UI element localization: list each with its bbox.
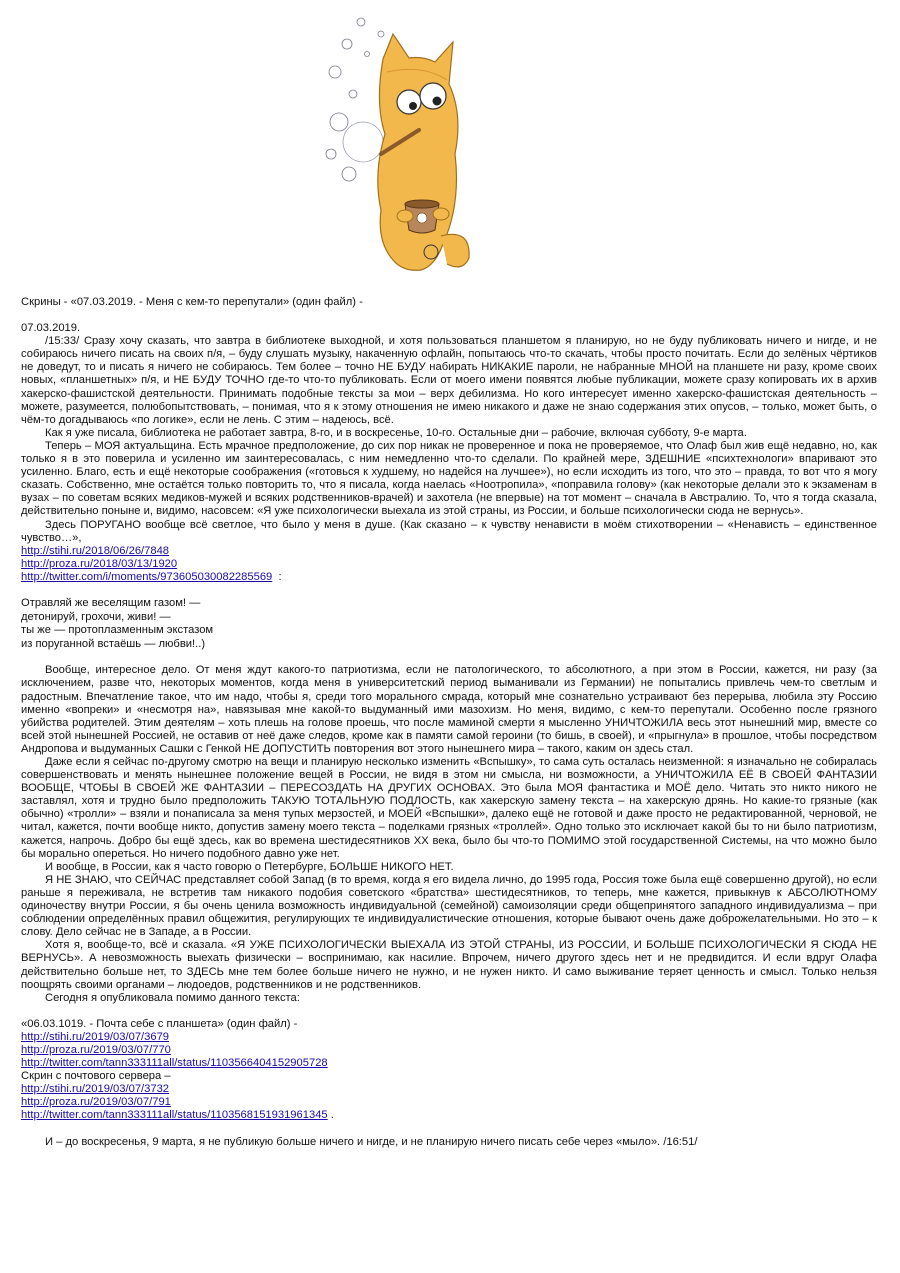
poem-line: ты же — протоплазменным экстазом: [21, 624, 214, 637]
paragraph: Я НЕ ЗНАЮ, что СЕЙЧАС представляет собой Запад (в то время, когда я его видела лично, до 1995 года, Россия тоже была ещё совершенно другой), но если раньше я переживала, не встретив там никакого подобия советского «братства» шестидесятников, то теперь, мне кажется, привыкнув к АБСОЛЮТНОМУ одиночеству внутри России, я бы очень ценила возможность индивидуальной (семейной) самоизоляции среди общепринятого западного индивидуализма – при соблюдении определённых правил общежития, регулирующих те индивидуалистические отношения, которые бывают очень даже доброжелательными. Но это – к слову. Дело сейчас не в Западе, а в России.: [21, 873, 877, 939]
document-header: Скрины - «07.03.2019. - Меня с кем-то перепутали» (один файл) -: [21, 296, 363, 308]
link-twitter[interactable]: http://twitter.com/tann333111all/status/1103568151931961345: [21, 1109, 328, 1122]
entry-date: 07.03.2019.: [21, 322, 81, 335]
paragraph: Даже если я сейчас по-другому смотрю на вещи и планирую несколько изменить «Вспышку», то сама суть осталась неизменной: я изначально не собиралась совершенствовать и менять нынешнее положение вещей в России, не видя в этом ни смысла, ни возможности, а УНИЧТОЖИЛА ЕЁ В СВОЕЙ ФАНТАЗИИ ВООБЩЕ, ЧТОБЫ В СВОЕЙ ЖЕ ФАНТАЗИИ – ПЕРЕСОЗДАТЬ НА ДРУГИХ ОСНОВАХ. Это была МОЯ фантастика и МОЁ дело. Читать это никто никого не заставлял, хотя и трудно было предположить ТАКУЮ ТОТАЛЬНУЮ ПОДЛОСТЬ, как хакерскую замену текста – на хакерскую дрянь. Но какие-то грязные (как обычно) «тролли» – взяли и понаписала за меня тупых мерзостей, и МОЕЙ «Вспышки», далеко ещё не готовой и даже просто не редактированной, черновой, не читал, кажется, почти вообще никто, допустив замену моего текста – поделками грязных «троллей». Одно только это исключает какой бы то ни было патриотизм, кажется, напрочь. Добро бы ещё здесь, как во времена шестидесятников XX века, было бы что-то ПОМИМО этой государственной Системы, на что можно было бы морально опереться. Но ничего подобного давно уже нет.: [21, 756, 877, 860]
paragraph: Теперь – МОЯ актуальщина. Есть мрачное предположение, до сих пор никак не проверенное и пока не проверяемое, что Олаф был жив ещё недавно, но, как только я в это поверила и усиленно им заинтересовалась, с ним немедленно что-то сделали. По крайней мере, ЗДЕШНИЕ «психтехнологи» впаривают это усиленно. Благо, есть и ещё некоторые соображения («готовься к худшему, но надейся на лучшее»), но если исходить из того, что это – правда, то вот что я могу сказать. Собственно, мне остаётся только повторить то, что я писала, когда наелась «Ноотропила», «поправила голову» (как некоторые делали это к экзаменам в вузах – по советам всяких медиков-мужей и всяких родственников-врачей) и захотела (не впервые) на тот момент – сначала в Австралию. То, что я тогда сказала, действительно поныне и, видимо, насовсем: «Я уже психологически выехала из этой страны, из России, и больше психологически сюда не вернусь».: [21, 439, 877, 518]
link-twitter[interactable]: http://twitter.com/tann333111all/status/1103566404152905728: [21, 1057, 328, 1070]
link-proza[interactable]: http://proza.ru/2019/03/07/770: [21, 1043, 171, 1056]
paragraph: Сегодня я опубликовала помимо данного текста:: [45, 991, 300, 1004]
link-stihi[interactable]: http://stihi.ru/2019/03/07/3732: [21, 1083, 170, 1096]
cat-illustration: [323, 14, 473, 276]
link-twitter[interactable]: http://twitter.com/i/moments/973605030082285569: [21, 570, 273, 583]
publication-title: «06.03.1019. - Почта себе с планшета» (один файл) -: [21, 1017, 298, 1030]
poem: [21, 597, 877, 651]
cat-tail: [441, 234, 469, 267]
paragraph: И вообще, в России, как я часто говорю о Петербурге, БОЛЬШЕ НИКОГО НЕТ.: [45, 860, 454, 873]
link-proza[interactable]: http://proza.ru/2019/03/07/791: [21, 1096, 171, 1109]
closing-paragraph: И – до воскресенья, 9 марта, я не публикую больше ничего и нигде, и не планирую ничего писать себе через «мыло». /16:51/: [45, 1135, 698, 1148]
paragraph: Вообще, интересное дело. От меня ждут какого-то патриотизма, если не патологического, то абсолютного, а при этом в России, кажется, ни разу (за исключением, разве что, некоторых моментов, когда меня в университетский период выманивали из Германии) не попытались привлечь чем-то светлым и радостным. Впечатление такое, что им надо, чтобы я, среди того морального смрада, который мне сознательно устраивают без перерыва, любила эту Россию именно «вопреки» и «несмотря на», навязывая мне какой-то выдуманный ими мазохизм. Но меня, видимо, с кем-то перепутали. Особенно после грязного убийства родителей. Этим деятелям – хоть плешь на голове проешь, что после маминой смерти я мысленно УНИЧТОЖИЛА весь этот нынешний мир, вместе со всей этой нынешней Россией, не оставив от неё даже следов, кроме как в памяти самой героини (то бишь, в своей), и «прыгнула» в прошлое, чтобы посредством Андропова и выдуманных Сашки с Генкой НЕ ДОПУСТИТЬ повторения вот этого нынешнего мира – такого, каким он здесь стал.: [21, 664, 877, 755]
link-stihi[interactable]: http://stihi.ru/2018/06/26/7848: [21, 544, 170, 557]
publication-list: [21, 1018, 877, 1123]
link-suffix: :: [272, 570, 282, 583]
paragraph: /15:33/ Сразу хочу сказать, что завтра в библиотеке выходной, и хотя пользоваться планшетом я планирую, но не буду публиковать ничего и нигде, и не собираюсь ничего писать на своих п/я, – буду слушать музыку, накаченную офлайн, попытаюсь что-то скачать, чтобы просто почитать. Если до зелёных чёртиков не доведут, то и писать я ничего не собираюсь. Тем более – точно НЕ БУДУ набирать НИКАКИЕ пароли, не набранные МНОЙ на планшете ни разу, кроме своих новых, «планшетных» п/я, и НЕ БУДУ ТОЧНО где-то что-то публиковать. Если от моего имени появятся любые публикации, можете сразу копировать их в архив хакерско-фашистской деятельности. Принимать подобные тексты за мои – верх дебилизма. Но кого интересует именно хакерско-фашистская деятельность – можете, разумеется, полюбопытствовать, – понимая, что я к этому отношения не имею никакого и даже не знаю содержания этих опусов, – только, может быть, о чём-то догадываюсь «по логике», если не лень. С этим – надеюсь, всё.: [21, 335, 877, 426]
poem-line: детонируй, грохочи, живи! —: [21, 610, 171, 623]
paragraph: Как я уже писала, библиотека не работает завтра, 8-го, и в воскресенье, 10-го. Остальные дни – рабочие, включая субботу, 9-е марта.: [45, 426, 747, 439]
links-group-1: [21, 545, 877, 584]
document-body: [21, 296, 877, 1149]
paragraph: Здесь ПОРУГАНО вообще всё светлое, что было у меня в душе. (Как сказано – к чувству ненависти в моём стихотворении – «Ненависть – единственное чувство…»,: [21, 518, 877, 544]
mail-screenshot-label: Скрин с почтового сервера –: [21, 1070, 171, 1083]
link-stihi[interactable]: http://stihi.ru/2019/03/07/3679: [21, 1030, 170, 1043]
link-proza[interactable]: http://proza.ru/2018/03/13/1920: [21, 557, 178, 570]
link-suffix: .: [327, 1109, 334, 1122]
poem-line: из поруганной встаёшь — любви!..): [21, 637, 206, 650]
paragraph: Хотя я, вообще-то, всё и сказала. «Я УЖЕ ПСИХОЛОГИЧЕСКИ ВЫЕХАЛА ИЗ ЭТОЙ СТРАНЫ, ИЗ РОССИИ, И БОЛЬШЕ ПСИХОЛОГИЧЕСКИ Я СЮДА НЕ ВЕРНУСЬ». А невозможность выехать физически – воспринимаю, как насилие. Впрочем, ничего другого здесь нет и не предвидится. И если вдруг Олафа действительно больше нет, то ЗДЕСЬ мне тем более больше ничего не нужно, и не нужен никто. И само выживание теряет ценность и смысл. Только нельзя поощрять своими органами – людоедов, родственников и не родственников.: [21, 939, 877, 991]
poem-line: Отравляй же веселящим газом! —: [21, 596, 201, 609]
soap-bubbles: [326, 18, 384, 181]
